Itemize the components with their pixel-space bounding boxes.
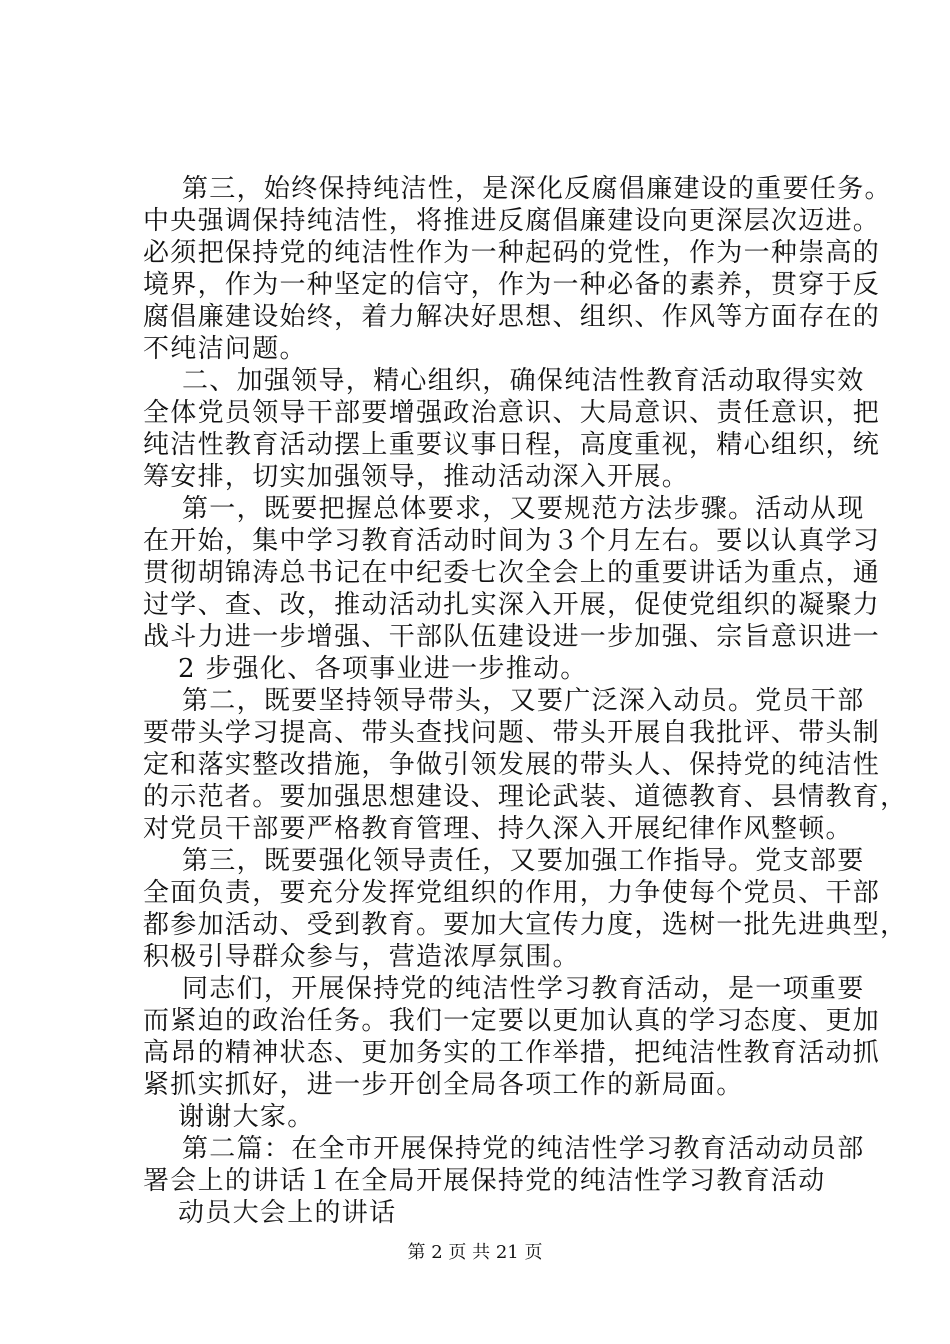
text-line: 要带头学习提高、带头查找问题、带头开展自我批评、带头制 (143, 718, 881, 748)
text-line: 署会上的讲话１在全局开展保持党的纯洁性学习教育活动 (143, 1166, 826, 1196)
text-line: 境界，作为一种坚定的信守，作为一种必备的素养，贯穿于反 (143, 270, 881, 300)
text-line: 都参加活动、受到教育。要加大宣传力度，选树一批先进典型， (143, 910, 908, 940)
text-line: 纯洁性教育活动摆上重要议事日程，高度重视，精心组织，统 (143, 430, 881, 460)
text-line: 高昂的精神状态、更加务实的工作举措，把纯洁性教育活动抓 (143, 1038, 881, 1068)
text-line: 的示范者。要加强思想建设、理论武装、道德教育、县情教育， (143, 782, 908, 812)
text-line: 筹安排，切实加强领导，推动活动深入开展。 (143, 462, 690, 492)
text-line: 必须把保持党的纯洁性作为一种起码的党性，作为一种崇高的 (143, 238, 881, 268)
text-line: 第二，既要坚持领导带头，又要广泛深入动员。党员干部 (182, 686, 865, 716)
text-line: 战斗力进一步增强、干部队伍建设进一步加强、宗旨意识进一 (143, 622, 881, 652)
text-line: 积极引导群众参与，营造浓厚氛围。 (143, 942, 580, 972)
section-heading: 二、加强领导，精心组织，确保纯洁性教育活动取得实效 (182, 366, 865, 396)
text-line: 腐倡廉建设始终，着力解决好思想、组织、作风等方面存在的 (143, 302, 881, 332)
text-line: 第三，既要强化领导责任，又要加强工作指导。党支部要 (182, 846, 865, 876)
text-line: 第三，始终保持纯洁性，是深化反腐倡廉建设的重要任务。 (182, 174, 892, 204)
text-line: 紧抓实抓好，进一步开创全局各项工作的新局面。 (143, 1070, 744, 1100)
text-line: 不纯洁问题。 (143, 334, 307, 364)
text-line: 第一，既要把握总体要求，又要规范方法步骤。活动从现 (182, 494, 865, 524)
text-line: 过学、查、改，推动活动扎实深入开展，促使党组织的凝聚力 (143, 590, 881, 620)
page-footer: 第 2 页 共 21 页 (407, 1242, 543, 1263)
text-line: 定和落实整改措施，争做引领发展的带头人、保持党的纯洁性 (143, 750, 881, 780)
text-line: 对党员干部要严格教育管理、持久深入开展纪律作风整顿。 (143, 814, 853, 844)
text-line: 在开始，集中学习教育活动时间为３个月左右。要以认真学习 (143, 526, 881, 556)
text-line: 全体党员领导干部要增强政治意识、大局意识、责任意识，把 (143, 398, 881, 428)
text-line: 全面负责，要充分发挥党组织的作用，力争使每个党员、干部 (143, 878, 881, 908)
text-line: 而紧迫的政治任务。我们一定要以更加认真的学习态度、更加 (143, 1006, 881, 1036)
section-heading: 第二篇：在全市开展保持党的纯洁性学习教育活动动员部 (182, 1134, 865, 1164)
text-line: 同志们，开展保持党的纯洁性学习教育活动，是一项重要 (182, 974, 865, 1004)
text-line: 贯彻胡锦涛总书记在中纪委七次全会上的重要讲话为重点，通 (143, 558, 881, 588)
closing-line: 谢谢大家。 (178, 1102, 315, 1132)
text-line: 中央强调保持纯洁性，将推进反腐倡廉建设向更深层次迈进。 (143, 206, 881, 236)
text-line: 2 步强化、各项事业进一步推动。 (178, 654, 588, 684)
text-line: 动员大会上的讲话 (178, 1198, 397, 1228)
